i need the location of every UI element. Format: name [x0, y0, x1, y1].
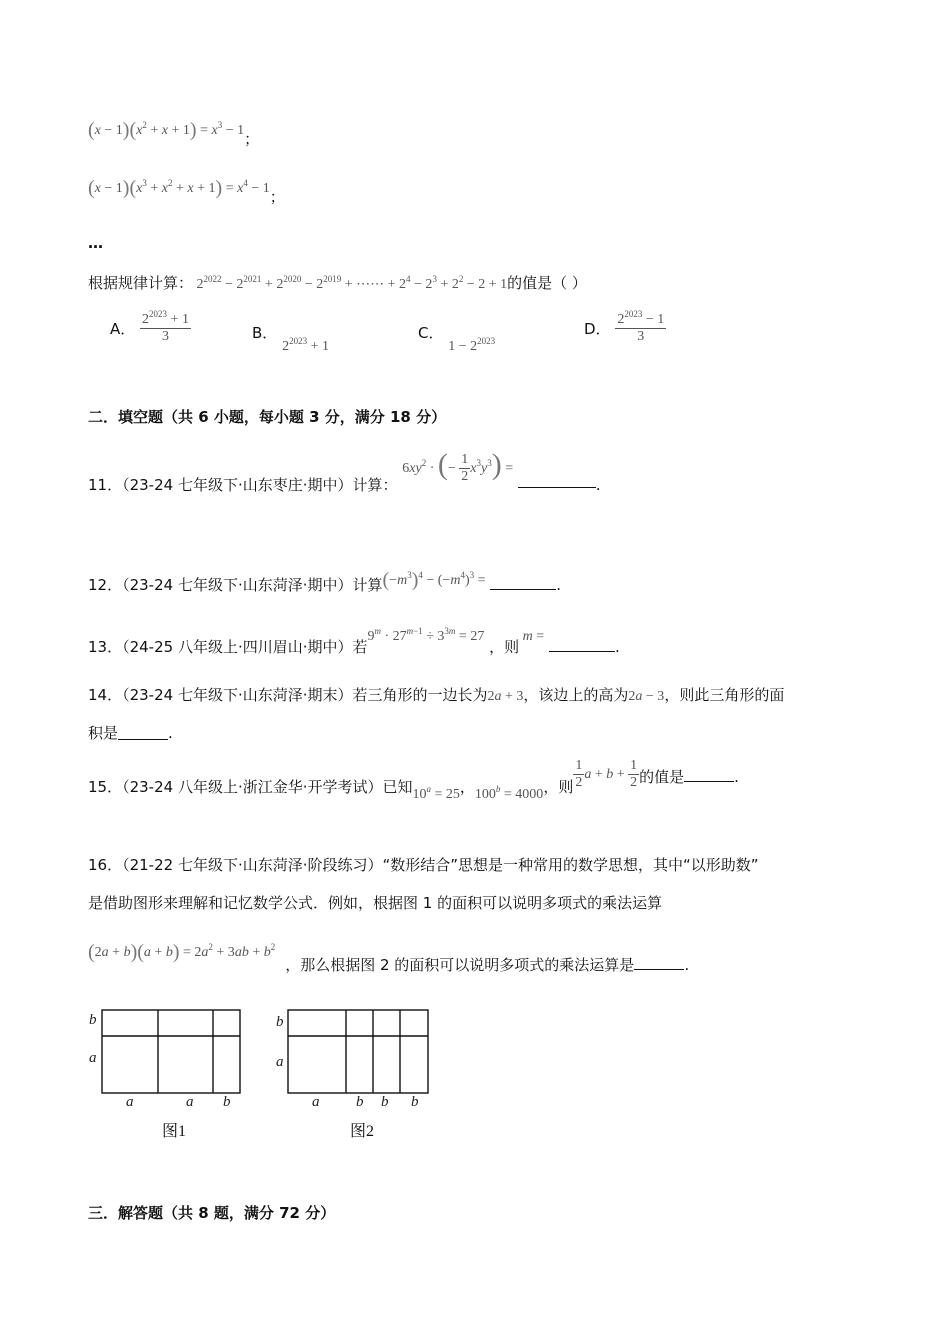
section-2-title: 二．填空题（共 6 小题，每小题 3 分，满分 18 分） [88, 408, 447, 426]
q12-prefix: 12．（23-24 七年级下·山东菏泽·期中）计算 [88, 576, 383, 594]
question-11 [88, 448, 601, 494]
q15-sep: ， [459, 777, 475, 796]
q14-prefix: 14．（23-24 七年级下·山东菏泽·期末）若三角形的一边长为 [88, 686, 488, 704]
fig2-label-bottom-4: b [411, 1094, 419, 1110]
q15-given-2: $100^b = 4000$ [474, 783, 544, 802]
fig1-label-bottom-1: a [126, 1094, 134, 1110]
q14-tail: ，则此三角形的面 [664, 686, 785, 704]
q15-given-1: $10^a = 25$ [412, 783, 460, 802]
question-16-line-3 [88, 940, 690, 974]
q14-side-length: 2a + 3 [487, 689, 524, 704]
option-a[interactable] [110, 309, 191, 345]
q11-prefix: 11．（23-24 七年级下·山东枣庄·期中）计算： [88, 476, 398, 494]
fig2-label-bottom-3: b [381, 1094, 389, 1110]
q10-tail: 的值是（ ） [507, 274, 587, 292]
q13-mid: ，则 [489, 638, 520, 656]
fig2-label-bottom-2: b [356, 1094, 364, 1110]
option-b-value: $2^{2023} + 1$ [282, 336, 329, 354]
fig1-label-left-b: b [89, 1012, 97, 1028]
figure-2-caption: 图2 [350, 1123, 375, 1140]
q14-height: 2a − 3 [628, 689, 665, 704]
option-c[interactable] [418, 322, 496, 354]
option-d[interactable] [584, 309, 666, 345]
section-3-title: 三．解答题（共 8 题，满分 72 分） [88, 1204, 336, 1222]
identity-2-formula: $(x - 1)(x^3 + x^2 + x + 1) = x^4 - 1$ [88, 177, 270, 199]
q13-variable: m = [522, 629, 545, 644]
question-12 [88, 568, 561, 592]
figure-1-caption: 图1 [162, 1123, 187, 1140]
q13-answer-blank[interactable] [549, 637, 615, 652]
question-16-line-2: 是借助图形来理解和记忆数学公式．例如，根据图 1 的面积可以说明多项式的乘法运算 [88, 894, 663, 912]
figure-1-rectangles [80, 1004, 250, 1104]
q14-answer-blank[interactable] [118, 725, 168, 740]
identity-1-punct: ； [244, 130, 260, 148]
q12-answer-blank[interactable] [490, 575, 556, 590]
q16-end: . [684, 956, 690, 974]
question-14-line-2 [88, 722, 173, 743]
option-c-letter: C． [418, 324, 444, 342]
q15-prefix: 15．（23-24 八年级上·浙江金华·开学考试）已知 [88, 777, 413, 796]
q16-answer-blank[interactable] [634, 955, 684, 970]
q14-mid: ，该边上的高为 [523, 686, 629, 704]
fig1-label-bottom-2: a [186, 1094, 194, 1110]
q10-prompt-line [88, 272, 587, 293]
q11-answer-blank[interactable] [518, 473, 596, 488]
q13-prefix: 13．（24-25 八年级上·四川眉山·期中）若 [88, 638, 368, 656]
option-b-letter: B． [252, 324, 278, 342]
q14-end: . [168, 724, 173, 742]
option-c-value: $1 - 2^{2023}$ [448, 336, 496, 354]
question-13 [88, 624, 620, 656]
option-a-value: $\frac{2^{2023} + 1}{3}$ [142, 309, 189, 345]
option-d-value: $\frac{2^{2023} - 1}{3}$ [617, 309, 665, 345]
q16-line3-tail: ，那么根据图 2 的面积可以说明多项式的乘法运算是 [285, 956, 635, 974]
question-14 [88, 684, 784, 705]
q10-prompt: 根据规律计算： [88, 274, 194, 292]
identity-1-formula: $(x - 1)(x^2 + x + 1) = x^3 - 1$ [88, 119, 245, 141]
identity-line-2 [88, 176, 285, 206]
fig2-label-left-a: a [276, 1054, 284, 1070]
q11-expression: $6xy^2$ · (− $\frac{1}{2}$ $x^3y^3$) = [402, 448, 514, 485]
q16-example-formula: $(2a + b)(a + b) = 2a^2 + 3ab + b^2$ [88, 941, 276, 963]
option-d-letter: D． [584, 320, 611, 339]
option-a-letter: A． [110, 320, 136, 339]
fig1-label-bottom-3: b [223, 1094, 231, 1110]
q15-end: . [734, 767, 739, 786]
option-b[interactable] [252, 322, 329, 354]
q10-expression: $2^{2022} - 2^{2021} + 2^{2020} - 2^{2019}$ + ⋯⋯ + $2^4 - 2^3 + 2^2 - 2 + 1$ [193, 274, 508, 292]
q12-end: . [556, 576, 562, 594]
identity-line-1 [88, 118, 260, 148]
figure-2-rectangles [270, 1004, 440, 1104]
fig1-label-left-a: a [89, 1050, 97, 1066]
question-16-line-1: 16．（21-22 七年级下·山东菏泽·阶段练习）“数形结合”思想是一种常用的数学思想，其中“以形助数” [88, 856, 759, 874]
fig2-label-left-b: b [276, 1014, 284, 1030]
identity-2-punct: ； [269, 188, 285, 206]
q13-expression: $9^m \cdot 27^{m-1} \div 3^{3m} = 27$ [367, 626, 485, 644]
ellipsis: … [88, 234, 103, 252]
fig2-label-bottom-1: a [312, 1094, 320, 1110]
q15-expression: $\frac{1}{2}$ a + b + $\frac{1}{2}$ [575, 758, 638, 791]
q15-answer-blank[interactable] [684, 767, 734, 782]
q13-end: . [614, 638, 620, 656]
q15-sep2: ，则 [543, 777, 574, 796]
q15-tail: 的值是 [639, 767, 685, 786]
figure-2 [270, 1004, 440, 1144]
question-15 [88, 758, 739, 802]
q12-expression: $(-m^3)^4 - (-m^4)^3$ = [382, 569, 486, 591]
figure-1 [80, 1004, 250, 1144]
q14-line2: 积是 [88, 724, 119, 742]
q11-end: . [595, 476, 601, 494]
